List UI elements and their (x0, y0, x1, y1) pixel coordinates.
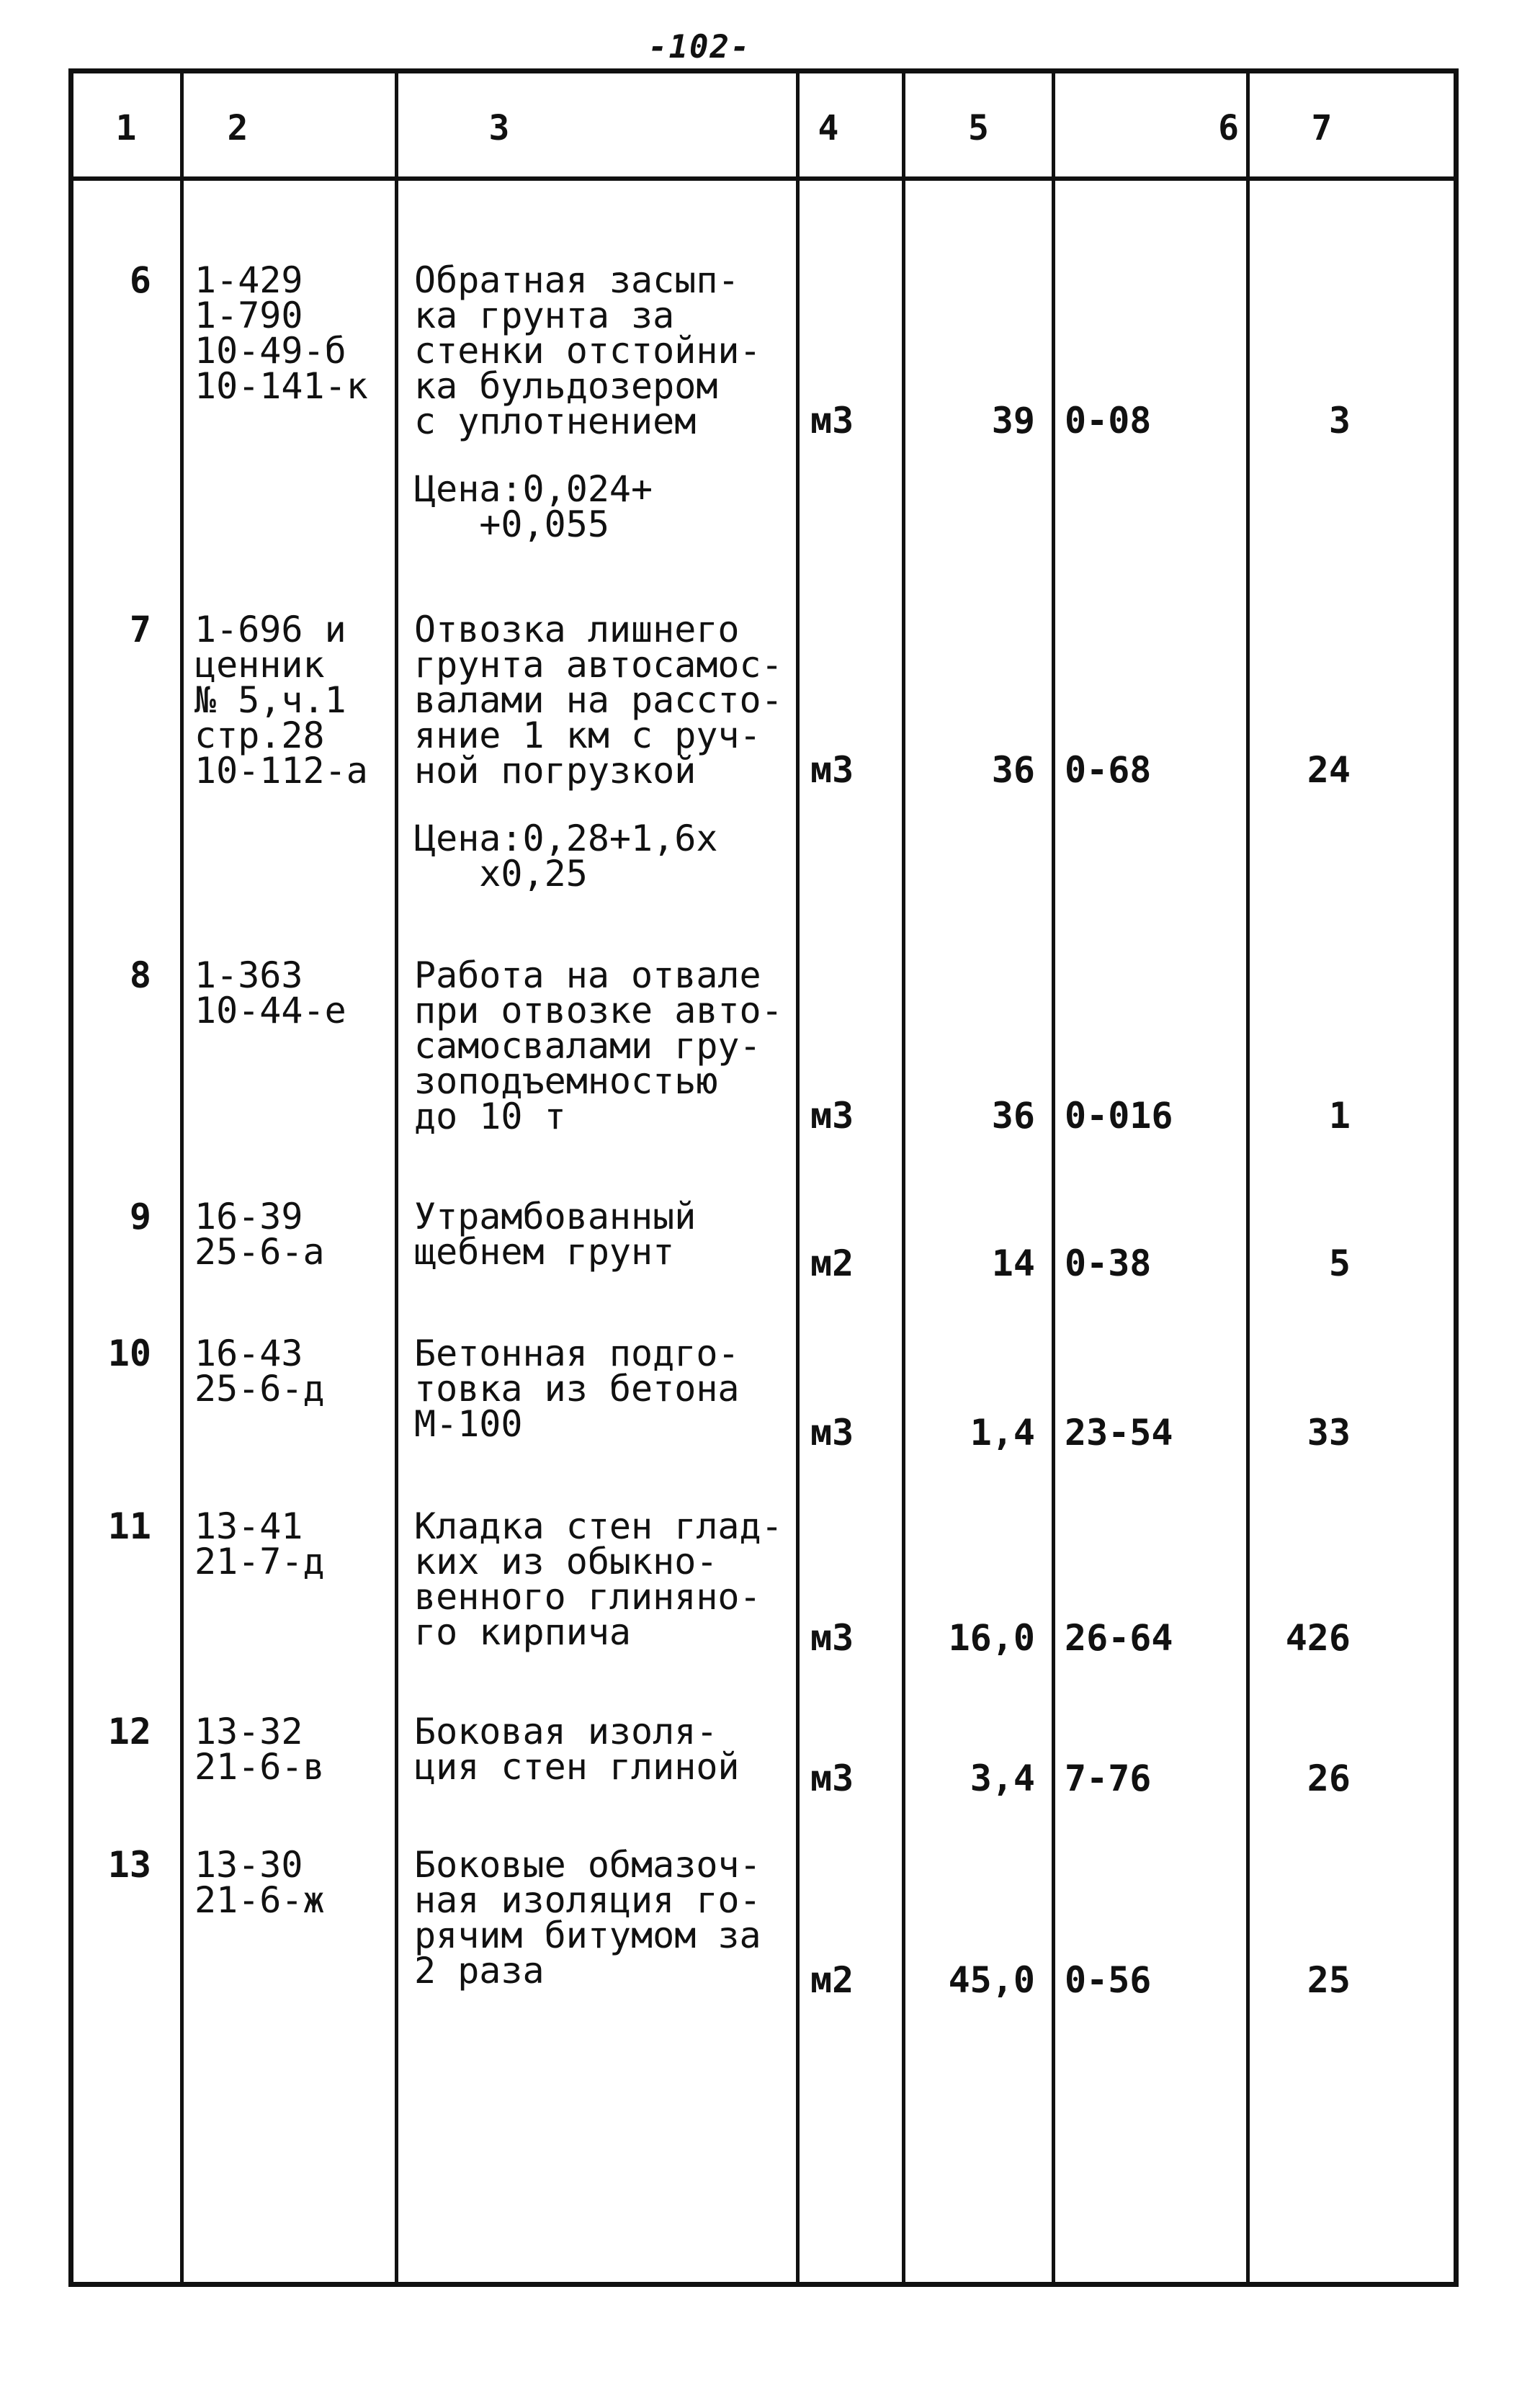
work-description: ка бульдозером (414, 365, 718, 407)
work-description: до 10 т (414, 1096, 566, 1137)
norm-code: 13-41 (194, 1505, 303, 1547)
row-number: 6 (129, 259, 151, 301)
work-description: ная изоляция го- (414, 1879, 761, 1921)
column-divider (395, 68, 398, 2287)
price-formula: Цена:0,024+ (414, 468, 653, 510)
unit-price: 0-38 (1065, 1243, 1152, 1284)
column-divider (1246, 68, 1250, 2287)
row-number: 8 (129, 954, 151, 996)
quantity: 39 (991, 400, 1035, 442)
work-description: венного глиняно- (414, 1576, 761, 1618)
unit: м2 (810, 1243, 854, 1284)
norm-code: № 5,ч.1 (194, 679, 346, 721)
unit: м2 (810, 1959, 854, 2001)
work-description: Отвозка лишнего (414, 609, 740, 650)
total-cost: 33 (1307, 1412, 1351, 1454)
row-number: 13 (107, 1844, 151, 1886)
norm-code: 1-363 (194, 954, 303, 996)
work-description: ких из обыкно- (414, 1541, 718, 1582)
total-cost: 1 (1328, 1095, 1351, 1137)
column-header-2: 2 (227, 108, 249, 148)
work-description: Обратная засып- (414, 259, 740, 301)
price-formula: х0,25 (414, 853, 588, 895)
norm-code: 21-7-д (194, 1541, 325, 1582)
norm-code: стр.28 (194, 715, 325, 756)
unit-price: 0-08 (1065, 400, 1152, 442)
work-description: Утрамбованный (414, 1196, 697, 1237)
work-description: М-100 (414, 1403, 523, 1445)
norm-code: 10-49-б (194, 330, 346, 372)
norm-code: 1-429 (194, 259, 303, 301)
unit: м3 (810, 1617, 854, 1659)
quantity: 3,4 (970, 1758, 1035, 1799)
work-description: яние 1 км с руч- (414, 715, 761, 756)
total-cost: 25 (1307, 1959, 1351, 2001)
unit-price: 7-76 (1065, 1758, 1152, 1799)
column-header-5: 5 (968, 108, 989, 148)
norm-code: 1-790 (194, 295, 303, 336)
work-description: товка из бетона (414, 1368, 740, 1410)
price-formula: Цена:0,28+1,6х (414, 818, 718, 859)
column-divider (1052, 68, 1055, 2287)
unit: м3 (810, 1095, 854, 1137)
total-cost: 26 (1307, 1758, 1351, 1799)
row-number: 12 (107, 1711, 151, 1752)
unit-price: 0-56 (1065, 1959, 1152, 2001)
work-description: ка грунта за (414, 295, 675, 336)
work-description: Боковая изоля- (414, 1711, 718, 1752)
norm-code: 10-112-а (194, 750, 368, 792)
unit: м3 (810, 749, 854, 791)
norm-code: 13-30 (194, 1844, 303, 1886)
unit-price: 23-54 (1065, 1412, 1173, 1454)
work-description: го кирпича (414, 1611, 632, 1653)
work-description: Кладка стен глад- (414, 1505, 783, 1547)
total-cost: 3 (1328, 400, 1351, 442)
row-number: 9 (129, 1196, 151, 1237)
work-description: Бетонная подго- (414, 1333, 740, 1374)
column-header-1: 1 (115, 108, 137, 148)
row-number: 11 (107, 1505, 151, 1547)
work-description: щебнем грунт (414, 1231, 675, 1273)
work-description: 2 раза (414, 1950, 545, 1992)
column-header-7: 7 (1311, 108, 1333, 148)
row-number: 10 (107, 1333, 151, 1374)
work-description: самосвалами гру- (414, 1025, 761, 1067)
page-number: -102- (648, 29, 751, 66)
unit: м3 (810, 400, 854, 442)
column-header-6: 6 (1218, 108, 1239, 148)
price-formula: +0,055 (414, 503, 609, 545)
unit: м3 (810, 1412, 854, 1454)
work-description: с уплотнением (414, 400, 697, 442)
column-divider (902, 68, 905, 2287)
work-description: зоподъемностью (414, 1060, 718, 1102)
quantity: 16,0 (948, 1617, 1035, 1659)
unit: м3 (810, 1758, 854, 1799)
work-description: Боковые обмазоч- (414, 1844, 761, 1886)
work-description: валами на рассто- (414, 679, 783, 721)
norm-code: 21-6-ж (194, 1879, 325, 1921)
norm-code: 16-43 (194, 1333, 303, 1374)
total-cost: 5 (1328, 1243, 1351, 1284)
work-description: Работа на отвале (414, 954, 761, 996)
quantity: 1,4 (970, 1412, 1035, 1454)
header-separator (68, 176, 1459, 181)
norm-code: 25-6-д (194, 1368, 325, 1410)
column-header-3: 3 (488, 108, 510, 148)
column-divider (180, 68, 184, 2287)
norm-code: 10-44-е (194, 990, 346, 1031)
norm-code: 10-141-к (194, 365, 368, 407)
work-description: ной погрузкой (414, 750, 697, 792)
quantity: 45,0 (948, 1959, 1035, 2001)
work-description: при отвозке авто- (414, 990, 783, 1031)
total-cost: 426 (1285, 1617, 1351, 1659)
unit-price: 0-68 (1065, 749, 1152, 791)
row-number: 7 (129, 609, 151, 650)
work-description: стенки отстойни- (414, 330, 761, 372)
norm-code: ценник (194, 644, 325, 686)
work-description: ция стен глиной (414, 1746, 740, 1788)
quantity: 14 (991, 1243, 1035, 1284)
work-description: рячим битумом за (414, 1915, 761, 1956)
quantity: 36 (991, 749, 1035, 791)
norm-code: 25-6-а (194, 1231, 325, 1273)
total-cost: 24 (1307, 749, 1351, 791)
norm-code: 16-39 (194, 1196, 303, 1237)
column-header-4: 4 (818, 108, 839, 148)
norm-code: 1-696 и (194, 609, 346, 650)
unit-price: 0-016 (1065, 1095, 1173, 1137)
unit-price: 26-64 (1065, 1617, 1173, 1659)
norm-code: 13-32 (194, 1711, 303, 1752)
norm-code: 21-6-в (194, 1746, 325, 1788)
quantity: 36 (991, 1095, 1035, 1137)
work-description: грунта автосамос- (414, 644, 783, 686)
column-divider (796, 68, 800, 2287)
